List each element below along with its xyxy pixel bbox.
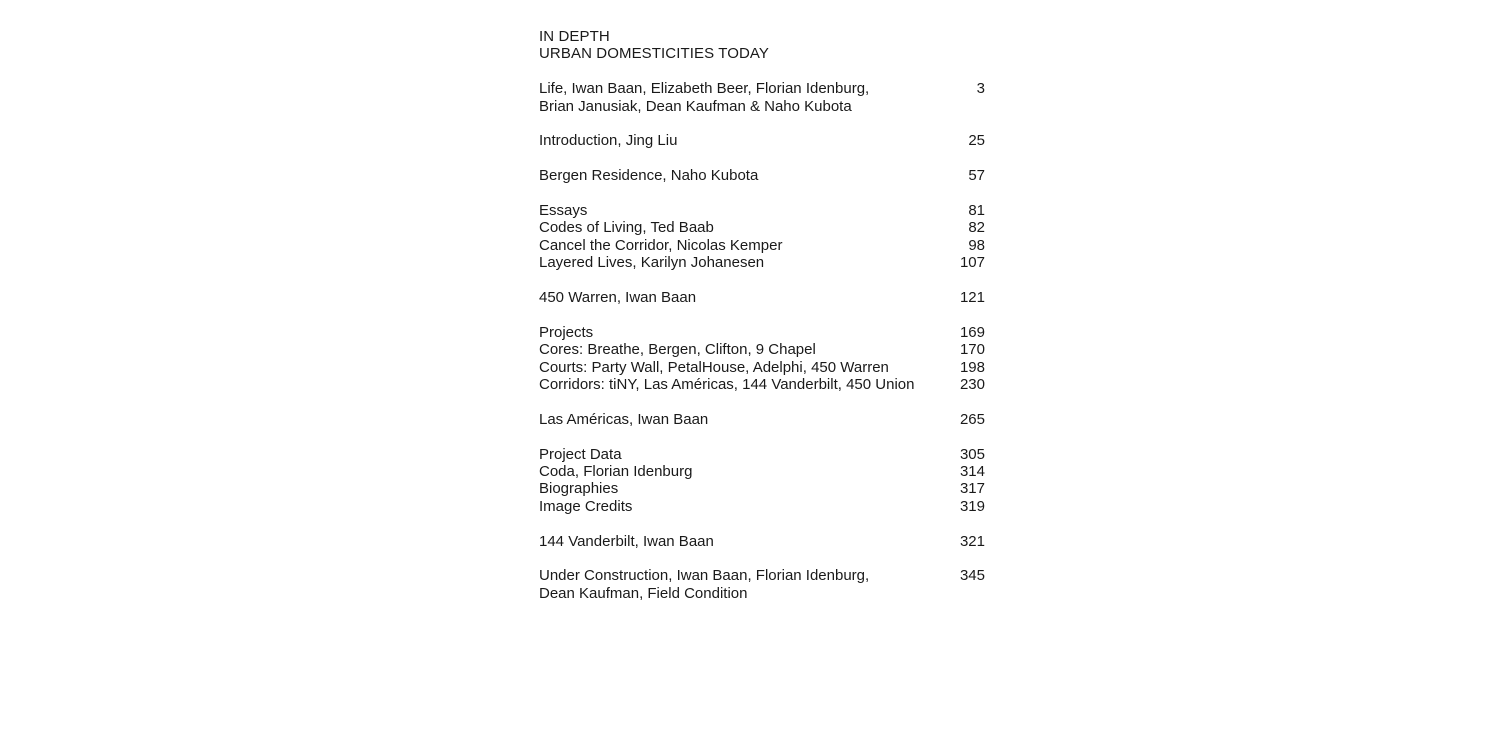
toc-entry (539, 567, 985, 602)
entry-page-number: 25 (968, 132, 985, 150)
entry-page-number: 169 (959, 323, 985, 341)
entry-title: Biographies (539, 480, 619, 498)
entry-page-number: 265 (959, 410, 985, 428)
toc-entry (539, 376, 985, 393)
entry-page-number: 57 (968, 167, 985, 185)
entry-title: Under Construction, Iwan Baan, Florian Idenburg, Dean Kaufman, Field Condition (539, 567, 870, 602)
entry-title: Image Credits (539, 497, 633, 515)
entry-title: Essays (539, 202, 588, 219)
toc-entry (539, 202, 985, 219)
entry-page-number: 345 (959, 567, 985, 585)
toc-entry (539, 411, 985, 428)
entry-page-number: 98 (968, 236, 985, 254)
toc-entry (539, 480, 985, 497)
toc-entry (539, 341, 985, 358)
entry-page-number: 3 (976, 80, 985, 98)
entry-title: Codes of Living, Ted Baab (539, 219, 714, 237)
toc-entries (539, 80, 985, 602)
entry-title: 144 Vanderbilt, Iwan Baan (539, 532, 714, 550)
toc-group (539, 324, 985, 394)
toc-entry (539, 80, 985, 115)
toc-entry (539, 219, 985, 236)
toc-group (539, 567, 985, 602)
toc-entry (539, 463, 985, 480)
toc-entry (539, 132, 985, 149)
entry-page-number: 314 (959, 463, 985, 481)
entry-title: Layered Lives, Karilyn Johanesen (539, 254, 765, 272)
toc-entry (539, 167, 985, 184)
heading-line-1: IN DEPTH (539, 28, 610, 45)
entry-page-number: 305 (959, 445, 985, 463)
entry-page-number: 82 (968, 219, 985, 237)
entry-page-number: 81 (968, 202, 985, 219)
toc-entry (539, 289, 985, 306)
entry-page-number: 317 (959, 480, 985, 498)
toc-heading (539, 28, 985, 63)
entry-title: Life, Iwan Baan, Elizabeth Beer, Florian Idenburg, Brian Janusiak, Dean Kaufman & Naho Kubota (539, 80, 870, 115)
toc-group (539, 446, 985, 516)
entry-title: Courts: Party Wall, PetalHouse, Adelphi, 450 Warren (539, 358, 889, 376)
entry-title: Corridors: tiNY, Las Américas, 144 Vanderbilt, 450 Union (539, 376, 915, 394)
toc-entry (539, 359, 985, 376)
entry-title: Las Américas, Iwan Baan (539, 410, 709, 428)
entry-page-number: 321 (959, 532, 985, 550)
entry-page-number: 121 (959, 289, 985, 307)
entry-title: Cancel the Corridor, Nicolas Kemper (539, 236, 783, 254)
toc-entry (539, 533, 985, 550)
toc-group (539, 202, 985, 272)
entry-title: Introduction, Jing Liu (539, 132, 678, 150)
table-of-contents (539, 28, 985, 602)
entry-page-number: 319 (959, 497, 985, 515)
toc-group (539, 167, 985, 184)
toc-entry (539, 237, 985, 254)
entry-title: Project Data (539, 445, 622, 463)
entry-page-number: 170 (959, 341, 985, 359)
entry-page-number: 198 (959, 358, 985, 376)
toc-entry (539, 446, 985, 463)
toc-group (539, 80, 985, 115)
entry-title: Bergen Residence, Naho Kubota (539, 167, 759, 185)
toc-entry (539, 324, 985, 341)
entry-title: Projects (539, 323, 594, 341)
toc-group (539, 132, 985, 149)
entry-title: Cores: Breathe, Bergen, Clifton, 9 Chapel (539, 341, 816, 359)
toc-entry (539, 498, 985, 515)
heading-line-2: URBAN DOMESTICITIES TODAY (539, 45, 770, 63)
toc-entry (539, 254, 985, 271)
entry-title: Coda, Florian Idenburg (539, 463, 693, 481)
entry-title: 450 Warren, Iwan Baan (539, 289, 697, 307)
toc-group (539, 411, 985, 428)
entry-page-number: 107 (959, 254, 985, 272)
toc-group (539, 533, 985, 550)
toc-group (539, 289, 985, 306)
entry-page-number: 230 (959, 376, 985, 394)
